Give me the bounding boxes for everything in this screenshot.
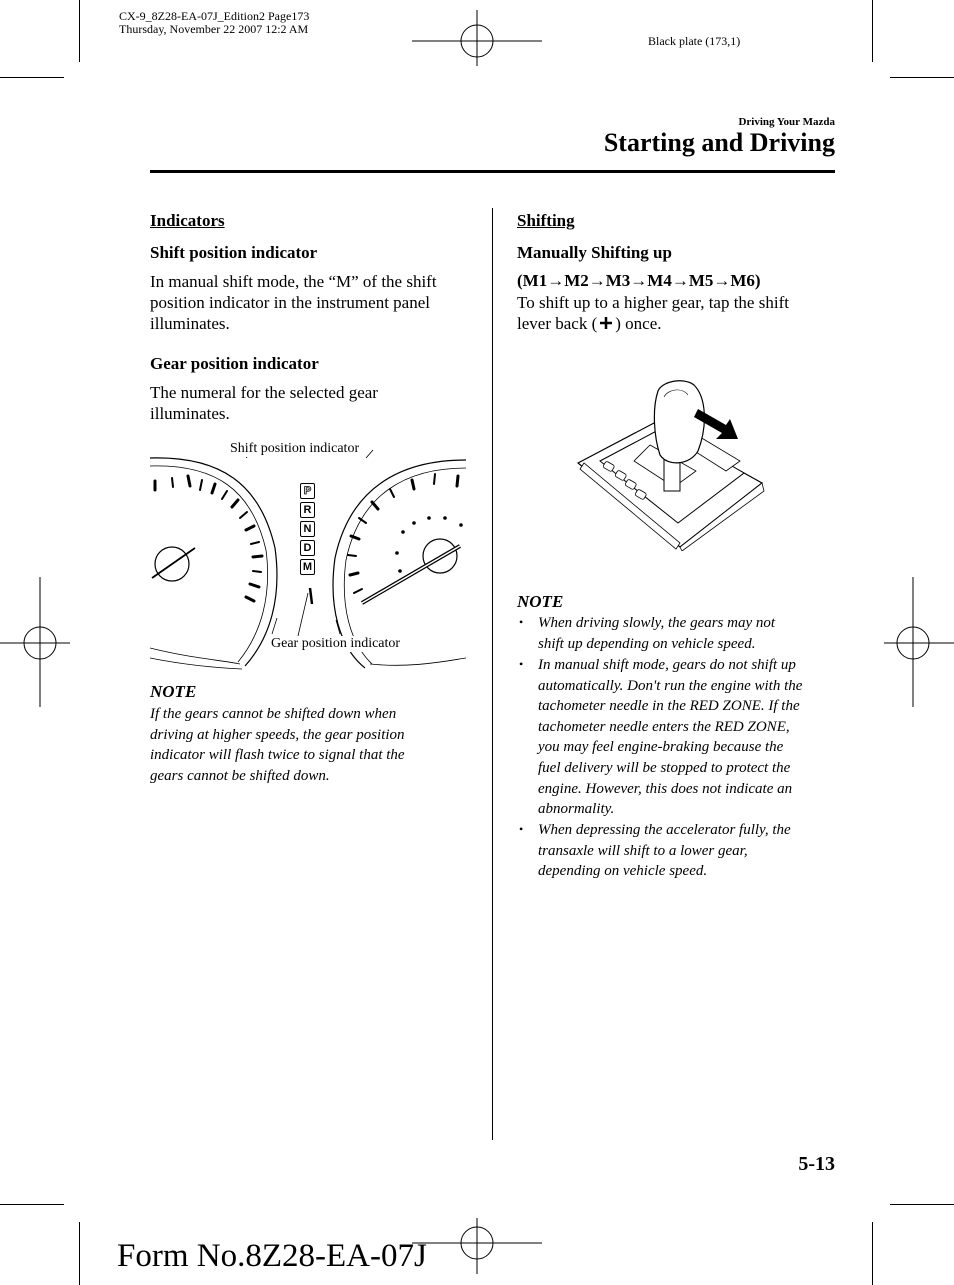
crop-mark-bottom-right-v [872,1222,873,1285]
shift-sequence: (M1→M2→M3→M4→M5→M6) [517,271,761,290]
header-rule [150,170,835,173]
plus-icon [599,316,613,330]
page-number: 5-13 [798,1153,835,1175]
print-meta-date: Thursday, November 22 2007 12:2 AM [119,22,309,36]
print-meta-file: CX-9_8Z28-EA-07J_Edition2 Page173 [119,9,310,23]
shift-up-text-2: lever back ( ) once. [517,314,662,333]
section-label: Driving Your Mazda [738,116,835,128]
shift-letter-m: M [300,559,315,575]
registration-target-right-icon [884,577,954,707]
bullet-icon: • [519,615,524,629]
shift-position-title: Shift position indicator [150,243,318,262]
manual-shift-title: Manually Shifting up [517,243,672,262]
crop-mark-bottom-right-h [890,1204,954,1205]
column-divider [492,208,493,1140]
left-note-heading: NOTE [150,682,197,701]
crop-mark-top-left-h [0,77,64,78]
bullet-icon: • [519,822,524,836]
registration-target-top-icon [412,10,542,66]
indicators-heading: Indicators [150,211,225,230]
gear-position-text: The numeral for the selected gear illuminates. [150,383,378,423]
shift-position-text: In manual shift mode, the “M” of the shift position indicator in the instrument panel illuminates. [150,272,437,333]
shift-letter-d: D [300,540,315,556]
shift-letter-r: R [300,502,315,518]
gear-position-title: Gear position indicator [150,354,319,373]
crop-mark-top-right-v [872,0,873,62]
shift-letter-n: N [300,521,315,537]
registration-target-left-icon [0,577,70,707]
shift-lever-illustration [576,375,772,551]
label-shift-position-indicator: Shift position indicator [230,441,360,456]
print-meta-plate: Black plate (173,1) [648,34,741,48]
left-note-text: If the gears cannot be shifted down when driving at higher speeds, the gear position indicator will flash twice to signal that the gears cannot be shifted down. [150,706,405,784]
instrument-cluster-figure [150,438,466,670]
right-note-heading: NOTE [517,592,564,611]
label-gear-position-indicator: Gear position indicator [271,636,401,651]
crop-mark-top-left-v [79,0,80,62]
crop-mark-bottom-left-h [0,1204,64,1205]
shifting-heading: Shifting [517,211,575,230]
crop-mark-top-right-h [890,77,954,78]
registration-target-bottom-icon [412,1218,542,1274]
page-title: Starting and Driving [603,128,835,157]
form-number: Form No.8Z28-EA-07J [117,1238,427,1274]
bullet-icon: • [519,657,524,671]
shift-up-text-1: To shift up to a higher gear, tap the shift [517,293,789,312]
shift-letter-p: P [300,483,315,499]
crop-mark-bottom-left-v [79,1222,80,1285]
